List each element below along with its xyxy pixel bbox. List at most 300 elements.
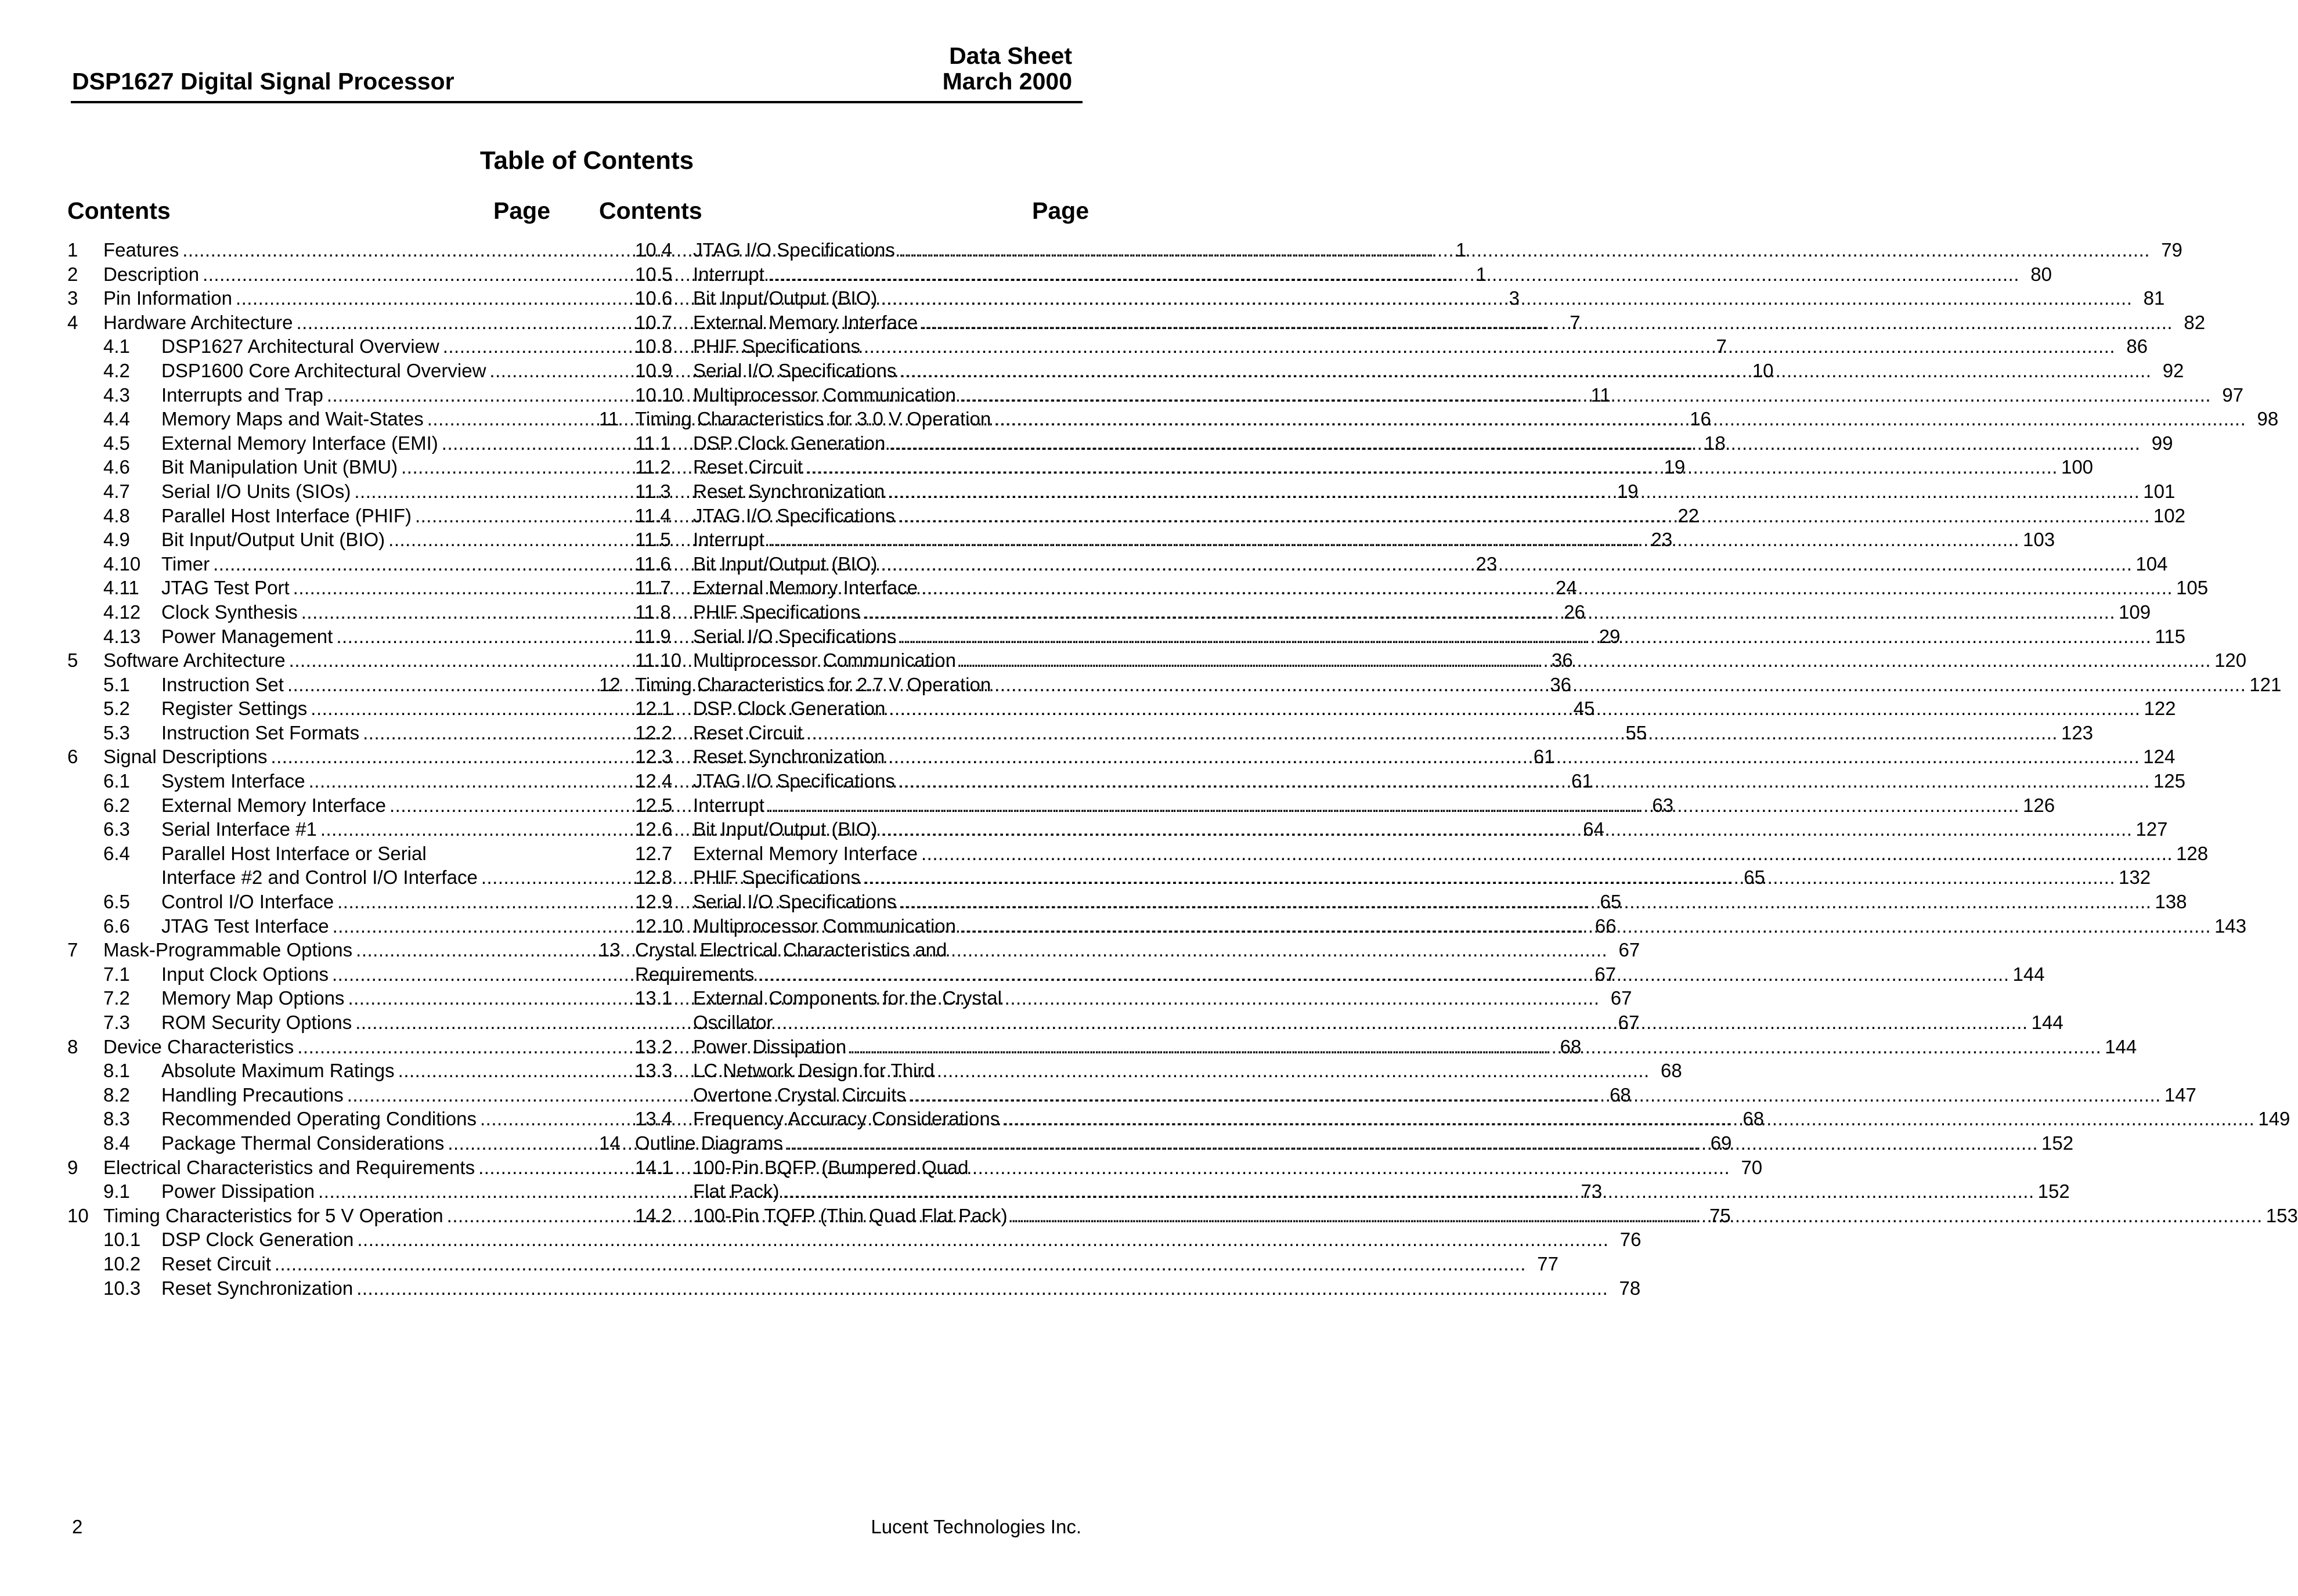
toc-entry-page: 101 xyxy=(2143,480,2176,502)
footer-page-number: 2 xyxy=(72,1516,83,1537)
toc-entry-number: 13.3 xyxy=(635,1060,673,1082)
toc-entry-number: 13.1 xyxy=(635,987,673,1009)
toc-entry-title: Power Management xyxy=(161,625,333,647)
dot-leader xyxy=(959,648,2211,673)
toc-entry xyxy=(599,334,2148,359)
toc-entry-number: 10.1 xyxy=(103,1229,141,1251)
dot-leader xyxy=(864,600,2115,624)
toc-entry-page: 144 xyxy=(2012,963,2045,985)
toc-entry-page: 23 xyxy=(1476,553,1498,575)
toc-entry-page: 70 xyxy=(1741,1156,1763,1178)
toc-entry-title-cont: Oscillator xyxy=(693,1012,773,1033)
toc-entry xyxy=(599,359,2184,383)
toc-entry-number: 8.1 xyxy=(103,1060,130,1082)
toc-entry-title: Software Architecture xyxy=(103,649,286,671)
toc-entry xyxy=(599,1156,1090,1180)
toc-entry-number: 12.5 xyxy=(635,794,673,816)
dot-leader xyxy=(768,262,2019,287)
toc-entry-page: 64 xyxy=(1583,818,1604,840)
toc-entry-page: 122 xyxy=(2144,698,2176,720)
toc-entry-page: 68 xyxy=(1743,1108,1765,1130)
toc-entry-title: JTAG Test Port xyxy=(161,577,290,599)
dot-leader xyxy=(994,407,2246,431)
toc-entry-title: Bit Input/Output (BIO) xyxy=(693,287,878,309)
toc-entry-title: Control I/O Interface xyxy=(161,891,334,913)
toc-entry-page: 24 xyxy=(1556,577,1577,599)
toc-entry-title: Memory Map Options xyxy=(161,987,345,1009)
toc-entry-title: Crystal Electrical Characteristics and xyxy=(635,939,947,961)
toc-entry-number: 7.1 xyxy=(103,963,130,985)
toc-entry-title: Memory Maps and Wait-States xyxy=(161,408,424,430)
toc-entry-number: 4.1 xyxy=(103,335,130,358)
toc-entry-number: 7 xyxy=(67,939,78,961)
toc-entry-page: 149 xyxy=(2258,1108,2290,1130)
toc-entry-number: 11.5 xyxy=(635,529,671,551)
toc-entry-title: Bit Input/Output Unit (BIO) xyxy=(161,529,385,551)
dot-leader xyxy=(900,890,2151,914)
toc-entry-number: 11.9 xyxy=(635,625,671,647)
toc-entry-page: 147 xyxy=(2164,1084,2196,1106)
toc-entry-number: 11.8 xyxy=(635,601,671,623)
toc-entry-page: 127 xyxy=(2135,818,2168,840)
dot-leader xyxy=(1003,1107,2254,1131)
toc-entry-number: 12.10 xyxy=(635,915,683,937)
dot-leader xyxy=(768,793,2019,818)
toc-entry-page: 19 xyxy=(1617,480,1639,502)
toc-entry-number: 12.7 xyxy=(635,842,673,864)
toc-entry-number: 14 xyxy=(599,1132,621,1154)
toc-entry-title: JTAG I/O Specifications xyxy=(693,239,895,261)
toc-entry-number: 11.2 xyxy=(635,456,671,478)
toc-entry-page: 92 xyxy=(2162,359,2184,381)
toc-entry-page: 69 xyxy=(1710,1132,1732,1154)
dot-leader xyxy=(783,1179,2034,1204)
toc-entry-page: 73 xyxy=(1581,1180,1603,1203)
dot-leader xyxy=(959,914,2211,938)
toc-entry-title: Multiprocessor Communication xyxy=(693,384,956,406)
toc-entry-number: 7.2 xyxy=(103,987,130,1009)
toc-entry-title: Recommended Operating Conditions xyxy=(161,1108,477,1130)
toc-entry-number: 4.10 xyxy=(103,553,141,575)
toc-entry xyxy=(599,286,2165,310)
toc-entry-page: 68 xyxy=(1560,1035,1582,1057)
toc-entry-number: 10.2 xyxy=(103,1252,141,1274)
toc-entry xyxy=(599,986,1090,1010)
contents-heading: Contents xyxy=(599,197,702,224)
toc-entry-title: Clock Synthesis xyxy=(161,601,298,623)
toc-entry-number: 4.11 xyxy=(103,577,139,599)
toc-entry-number: 11.7 xyxy=(635,577,671,599)
toc-entry-number: 4.8 xyxy=(103,504,130,526)
toc-entry-page: 29 xyxy=(1599,625,1621,647)
toc-entry-title: Parallel Host Interface or Serial xyxy=(161,842,427,864)
toc-entry-title: Serial I/O Specifications xyxy=(693,359,897,381)
toc-entry-title: Description xyxy=(103,263,200,285)
toc-entry-title: Reset Synchronization xyxy=(693,480,885,502)
toc-entry-page: 115 xyxy=(2155,625,2186,647)
toc-entry-page: 66 xyxy=(1594,915,1617,937)
toc-entry-number: 11.4 xyxy=(635,504,671,526)
toc-entry-title: Bit Input/Output (BIO) xyxy=(693,553,878,575)
toc-entry-number: 9 xyxy=(67,1156,78,1178)
page-heading: Page xyxy=(1032,197,1089,224)
toc-entry-page: 153 xyxy=(2265,1204,2298,1226)
toc-entry-number: 10.9 xyxy=(635,359,673,381)
dot-leader xyxy=(806,455,2058,479)
toc-entry-number: 14.2 xyxy=(635,1204,673,1226)
toc-entry-page: 144 xyxy=(2105,1035,2137,1057)
toc-entry-title: External Components for the Crystal xyxy=(693,987,1002,1009)
toc-entry-title: Input Clock Options xyxy=(161,963,329,985)
toc-entry-page: 79 xyxy=(2161,239,2182,261)
toc-entry-title: DSP1600 Core Architectural Overview xyxy=(161,359,486,381)
toc-entry-title: Mask-Programmable Options xyxy=(103,939,353,961)
toc-entry-title: PHIF Specifications xyxy=(693,335,860,358)
toc-entry-number: 11 xyxy=(599,408,619,430)
toc-entry-title: Multiprocessor Communication xyxy=(693,915,956,937)
dot-leader xyxy=(921,310,2173,335)
toc-entry-title: JTAG I/O Specifications xyxy=(693,770,895,792)
toc-entry-page: 102 xyxy=(2153,504,2185,526)
dot-leader xyxy=(881,552,2132,576)
toc-entry-page: 45 xyxy=(1573,698,1595,720)
toc-entry-page: 98 xyxy=(2257,408,2279,430)
toc-entry-number: 12 xyxy=(599,673,621,695)
dot-leader xyxy=(888,479,2140,504)
dot-leader xyxy=(899,238,2150,262)
toc-entry-number: 4.2 xyxy=(103,359,130,381)
doc-date: March 2000 xyxy=(942,68,1072,95)
toc-entry-title: Power Dissipation xyxy=(161,1180,315,1203)
dot-leader xyxy=(921,576,2173,600)
toc-entry-title: Reset Synchronization xyxy=(693,746,885,768)
dot-leader xyxy=(910,1083,2161,1107)
toc-entry-number: 12.8 xyxy=(635,866,673,889)
toc-entry-title: Serial I/O Specifications xyxy=(693,891,897,913)
toc-entry-number: 9.1 xyxy=(103,1180,130,1203)
column-header xyxy=(67,196,555,238)
toc-entry-page: 11 xyxy=(1590,384,1611,406)
toc-entry xyxy=(599,238,2182,262)
toc-entry-page: 61 xyxy=(1533,746,1555,768)
toc-entry-title: DSP Clock Generation xyxy=(693,432,886,454)
toc-entry-number: 8.3 xyxy=(103,1108,130,1130)
toc-entry-page: 152 xyxy=(2041,1132,2074,1154)
toc-entry-title: Interrupt xyxy=(693,529,764,551)
toc-entry-title: External Memory Interface xyxy=(693,842,918,864)
toc-entry-title-cont: Overtone Crystal Circuits xyxy=(693,1084,906,1106)
toc-entry-title: Package Thermal Considerations xyxy=(161,1132,445,1154)
dot-leader xyxy=(889,696,2140,721)
toc-entry-number: 5.2 xyxy=(103,698,130,720)
dot-leader xyxy=(994,673,2246,697)
toc-entry-number: 10.10 xyxy=(635,384,683,406)
toc-entry-number: 5 xyxy=(67,649,78,671)
doc-type: Data Sheet xyxy=(949,42,1072,69)
toc-entry-page: 3 xyxy=(1509,287,1520,309)
toc-entry-title: Handling Precautions xyxy=(161,1084,344,1106)
toc-entry-page: 68 xyxy=(1661,1060,1682,1082)
toc-entry-title: ROM Security Options xyxy=(161,1012,352,1033)
toc-entry-number: 11.1 xyxy=(635,432,671,454)
toc-entry-number: 4.9 xyxy=(103,529,130,551)
toc-entry-page: 76 xyxy=(1619,1229,1642,1251)
toc-entry-number: 12.2 xyxy=(635,721,673,743)
toc-entry-number: 11.10 xyxy=(635,649,682,671)
toc-entry-page: 61 xyxy=(1571,770,1593,792)
toc-entry-number: 8.2 xyxy=(103,1084,130,1106)
toc-entry-page: 1 xyxy=(1455,239,1467,261)
dot-leader xyxy=(864,334,2115,359)
toc-entry-number: 10.6 xyxy=(635,287,673,309)
toc-entry-title: Hardware Architecture xyxy=(103,311,293,333)
toc-entry-title-cont: Flat Pack) xyxy=(693,1180,780,1203)
toc-entry-number: 4 xyxy=(67,311,78,333)
toc-entry-number: 8.4 xyxy=(103,1132,130,1154)
dot-leader xyxy=(1011,1204,2263,1228)
toc-entry-title: Device Characteristics xyxy=(103,1035,294,1057)
toc-entry-page: 36 xyxy=(1550,673,1572,695)
toc-entry-title: Power Dissipation xyxy=(693,1035,847,1057)
dot-leader xyxy=(881,286,2132,310)
toc-entry-title: LC Network Design for Third xyxy=(693,1060,935,1082)
dot-leader xyxy=(888,745,2140,769)
doc-title: DSP1627 Digital Signal Processor xyxy=(72,68,454,95)
toc-entry-page: 82 xyxy=(2184,311,2206,333)
toc-entry-number: 12.9 xyxy=(635,891,673,913)
toc-entry-title: Register Settings xyxy=(161,698,308,720)
toc-entry-number: 4.12 xyxy=(103,601,141,623)
toc-entry xyxy=(67,1227,1642,1252)
toc-entry-number: 6.4 xyxy=(103,842,130,864)
toc-entry-title: JTAG I/O Specifications xyxy=(693,504,895,526)
dot-leader xyxy=(900,624,2151,649)
toc-entry-title: Instruction Set Formats xyxy=(161,721,360,743)
toc-entry-title: JTAG Test Interface xyxy=(161,915,329,937)
toc-entry-page: 123 xyxy=(2061,721,2094,743)
dot-leader xyxy=(357,1227,1608,1252)
toc-entry-number: 13.2 xyxy=(635,1035,673,1057)
toc-entry-title: Interrupts and Trap xyxy=(161,384,323,406)
toc-entry-page: 67 xyxy=(1594,963,1617,985)
toc-entry-title: External Memory Interface xyxy=(161,794,386,816)
dot-leader xyxy=(899,769,2150,793)
toc-entry-number: 3 xyxy=(67,287,78,309)
toc-entry-page: 26 xyxy=(1564,601,1585,623)
toc-entry-number: 10 xyxy=(67,1204,89,1226)
toc-entry-page: 78 xyxy=(1619,1277,1641,1299)
toc-entry-page: 68 xyxy=(1610,1084,1631,1106)
toc-entry-page: 80 xyxy=(2030,263,2052,285)
toc-entry-title: External Memory Interface xyxy=(693,311,918,333)
toc-entry xyxy=(599,262,2052,287)
toc-entry-title: DSP Clock Generation xyxy=(161,1229,354,1251)
toc-entry-page: 23 xyxy=(1651,529,1673,551)
toc-entry-page: 67 xyxy=(1610,987,1632,1009)
toc-entry-page: 144 xyxy=(2031,1012,2063,1033)
toc-entry-page: 125 xyxy=(2153,770,2185,792)
toc-entry-title: Outline Diagrams xyxy=(635,1132,783,1154)
toc-entry-title: External Memory Interface (EMI) xyxy=(161,432,438,454)
toc-entry-number: 2 xyxy=(67,263,78,285)
toc-entry-page: 132 xyxy=(2119,866,2151,889)
toc-entry-number: 13.4 xyxy=(635,1108,673,1130)
toc-entry-title: Reset Synchronization xyxy=(161,1277,353,1299)
toc-entry-page: 103 xyxy=(2022,529,2055,551)
toc-entry xyxy=(67,1276,1641,1301)
toc-entry-page: 121 xyxy=(2249,673,2282,695)
toc-entry-number: 11.6 xyxy=(635,553,671,575)
toc-entry-title: Interrupt xyxy=(693,794,764,816)
toc-entry-page: 120 xyxy=(2214,649,2247,671)
toc-entry-page: 65 xyxy=(1600,891,1622,913)
toc-entry-page: 105 xyxy=(2176,577,2209,599)
toc-entry-page: 104 xyxy=(2135,553,2168,575)
toc-entry-title: External Memory Interface xyxy=(693,577,918,599)
toc-entry-title: Bit Input/Output (BIO) xyxy=(693,818,878,840)
toc-entry xyxy=(67,842,555,866)
toc-entry-page: 126 xyxy=(2022,794,2055,816)
toc-entry-title: Reset Circuit xyxy=(693,721,803,743)
toc-entry-page: 63 xyxy=(1652,794,1674,816)
toc-entry-number: 10.4 xyxy=(635,239,673,261)
dot-leader xyxy=(899,504,2150,528)
toc-entry-page: 143 xyxy=(2214,915,2247,937)
toc-entry-number: 10.7 xyxy=(635,311,673,333)
toc-entry-page: 10 xyxy=(1752,359,1774,381)
toc-entry-number: 10.3 xyxy=(103,1277,141,1299)
toc-entry-title: Parallel Host Interface (PHIF) xyxy=(161,504,412,526)
toc-entry-page: 124 xyxy=(2143,746,2176,768)
toc-entry-page: 81 xyxy=(2143,287,2165,309)
toc-entry-page: 55 xyxy=(1625,721,1647,743)
toc-entry-page: 109 xyxy=(2119,601,2151,623)
contents-heading: Contents xyxy=(67,197,171,224)
toc-entry-title: Bit Manipulation Unit (BMU) xyxy=(161,456,398,478)
toc-entry-number: 12.6 xyxy=(635,818,673,840)
toc-entry-page: 7 xyxy=(1716,335,1727,358)
toc-entry-page: 100 xyxy=(2061,456,2094,478)
toc-entry-title-cont: Requirements xyxy=(635,963,755,985)
toc-entry-number: 12.1 xyxy=(635,698,673,720)
toc-entry-number: 6 xyxy=(67,746,78,768)
toc-entry xyxy=(599,1059,1090,1083)
toc-entry-number: 4.3 xyxy=(103,384,130,406)
toc-entry-title: Absolute Maximum Ratings xyxy=(161,1060,395,1082)
toc-entry-page: 138 xyxy=(2155,891,2187,913)
toc-entry-page: 36 xyxy=(1552,649,1573,671)
dot-leader xyxy=(959,383,2211,407)
toc-entry-title: Serial I/O Specifications xyxy=(693,625,897,647)
header-rule xyxy=(71,101,1083,103)
header-right xyxy=(943,43,1072,94)
toc-entry-title: Frequency Accuracy Considerations xyxy=(693,1108,1000,1130)
toc-entry-page: 77 xyxy=(1537,1252,1559,1274)
toc-entry-number: 5.1 xyxy=(103,673,130,695)
toc-entry-title: DSP1627 Architectural Overview xyxy=(161,335,439,358)
toc-title: Table of Contents xyxy=(479,146,694,175)
toc-entry-title: Pin Information xyxy=(103,287,232,309)
toc-entry-page: 152 xyxy=(2037,1180,2070,1203)
toc-entry-title: Timer xyxy=(161,553,210,575)
dot-leader xyxy=(356,1276,1608,1301)
toc-entry-number: 4.7 xyxy=(103,480,130,502)
footer-company: Lucent Technologies Inc. xyxy=(871,1516,1081,1537)
toc-entry-number: 13 xyxy=(599,939,621,961)
toc-entry-number: 8 xyxy=(67,1035,78,1057)
toc-entry-number: 10.5 xyxy=(635,263,673,285)
toc-entry-page: 75 xyxy=(1709,1204,1731,1226)
dot-leader xyxy=(768,528,2019,552)
toc-entry-number: 6.6 xyxy=(103,915,130,937)
toc-entry-page: 99 xyxy=(2151,432,2173,454)
toc-entry-number: 7.3 xyxy=(103,1012,130,1033)
toc-entry-page: 86 xyxy=(2126,335,2148,358)
toc-entry-number: 5.3 xyxy=(103,721,130,743)
toc-entry-number: 12.3 xyxy=(635,746,673,768)
toc-entry-title: PHIF Specifications xyxy=(693,601,860,623)
toc-entry-number: 10.8 xyxy=(635,335,673,358)
toc-entry-page: 1 xyxy=(1476,263,1487,285)
toc-entry-page: 97 xyxy=(2222,384,2244,406)
toc-entry xyxy=(67,1252,1559,1276)
toc-entry-page: 19 xyxy=(1664,456,1686,478)
toc-entry-page: 128 xyxy=(2176,842,2209,864)
dot-leader xyxy=(850,1035,2101,1059)
toc-entry-number: 4.4 xyxy=(103,408,130,430)
toc-entry-number: 4.13 xyxy=(103,625,141,647)
toc-entry-page: 16 xyxy=(1690,408,1711,430)
dot-leader xyxy=(900,359,2151,383)
toc-entry-page: 22 xyxy=(1677,504,1700,526)
toc-entry-title: Electrical Characteristics and Requirements xyxy=(103,1156,475,1178)
toc-entry-number: 6.1 xyxy=(103,770,130,792)
toc-entry-title: Features xyxy=(103,239,179,261)
dot-leader xyxy=(921,842,2173,866)
toc-entry-title-cont: Interface #2 and Control I/O Interface xyxy=(161,866,478,889)
toc-entry-number: 4.5 xyxy=(103,432,130,454)
toc-entry-title: 100-Pin BQFP (Bumpered Quad xyxy=(693,1156,969,1178)
toc-entry-title: 100-Pin TQFP (Thin Quad Flat Pack) xyxy=(693,1204,1008,1226)
toc-entry-title: System Interface xyxy=(161,770,305,792)
toc-entry-title: Instruction Set xyxy=(161,673,284,695)
dot-leader xyxy=(806,721,2058,745)
dot-leader xyxy=(777,1010,2028,1035)
toc-entry-number: 6.2 xyxy=(103,794,130,816)
toc-entry-number: 14.1 xyxy=(635,1156,673,1178)
toc-entry-number: 11.3 xyxy=(635,480,671,502)
toc-entry-title: Signal Descriptions xyxy=(103,746,268,768)
dot-leader xyxy=(864,865,2115,890)
toc-entry-title: PHIF Specifications xyxy=(693,866,860,889)
toc-entry-page: 67 xyxy=(1618,939,1640,961)
toc-entry-title: Timing Characteristics for 5 V Operation xyxy=(103,1204,443,1226)
toc-entry-title: Timing Characteristics for 2.7 V Operation xyxy=(635,673,991,695)
toc-entry-title: DSP Clock Generation xyxy=(693,698,886,720)
toc-entry-number: 6.3 xyxy=(103,818,130,840)
toc-entry-title: Timing Characteristics for 3.0 V Operation xyxy=(635,408,991,430)
toc-entry-page: 65 xyxy=(1744,866,1765,889)
toc-entry-title: Serial I/O Units (SIOs) xyxy=(161,480,351,502)
toc-entry-number: 12.4 xyxy=(635,770,673,792)
dot-leader xyxy=(757,962,2009,987)
toc-entry-title: Multiprocessor Communication xyxy=(693,649,956,671)
toc-entry xyxy=(599,938,1090,962)
toc-entry-page: 18 xyxy=(1704,432,1726,454)
dot-leader xyxy=(889,431,2140,456)
toc-entry-page: 7 xyxy=(1570,311,1581,333)
dot-leader xyxy=(787,1131,2038,1156)
